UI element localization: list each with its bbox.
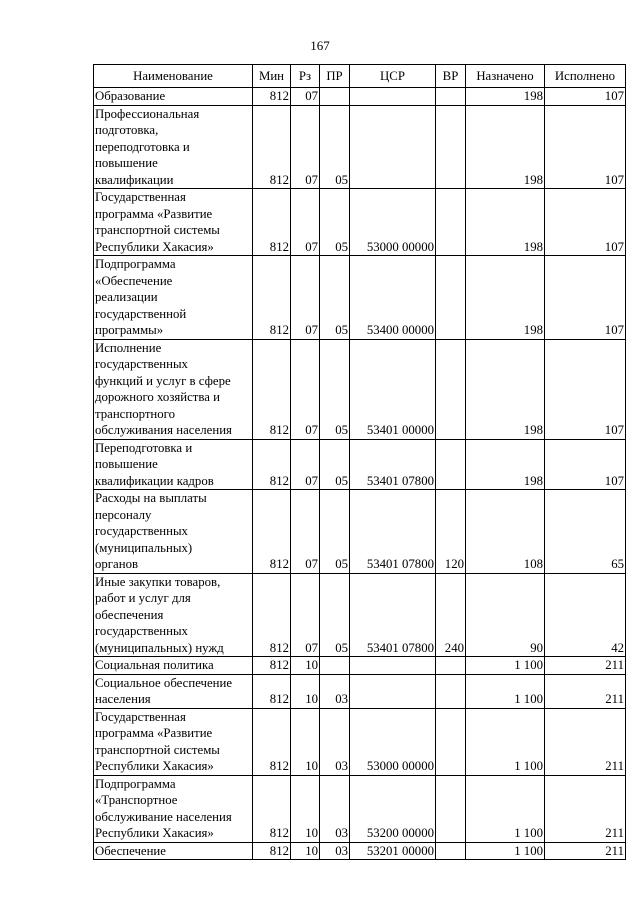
- cell-rz: 07: [291, 88, 320, 106]
- name-line: Переподготовка и: [95, 440, 193, 455]
- cell-csr: 53401 07800: [350, 439, 436, 490]
- cell-executed: 107: [545, 339, 626, 439]
- cell-csr: [350, 88, 436, 106]
- cell-pr: 05: [320, 256, 350, 340]
- cell-csr: [350, 674, 436, 708]
- name-line: Социальное обеспечение: [95, 675, 233, 690]
- name-line: работ и услуг для: [95, 591, 191, 605]
- cell-rz: 10: [291, 657, 320, 675]
- cell-name: [94, 573, 253, 657]
- name-line: обслуживание населения: [95, 809, 232, 824]
- name-line: органов: [95, 557, 139, 571]
- table-row: [94, 573, 626, 657]
- cell-assigned: 1 100: [466, 674, 545, 708]
- header-csr: ЦСР: [350, 65, 436, 88]
- name-line: обеспечения: [95, 607, 164, 622]
- cell-vr: [436, 842, 466, 860]
- cell-min: 812: [253, 775, 291, 842]
- cell-assigned: 1 100: [466, 708, 545, 775]
- cell-rz: 07: [291, 256, 320, 340]
- cell-assigned: 198: [466, 105, 545, 189]
- cell-pr: 03: [320, 708, 350, 775]
- name-line: Социальная политика: [95, 658, 214, 672]
- table-row: [94, 256, 626, 340]
- cell-executed: 65: [545, 490, 626, 574]
- name-line: Подпрограмма: [95, 776, 176, 791]
- header-rz: Рз: [291, 65, 320, 88]
- cell-executed: 42: [545, 573, 626, 657]
- cell-pr: 05: [320, 573, 350, 657]
- name-line: (муниципальных) нужд: [95, 640, 224, 655]
- cell-name: [94, 708, 253, 775]
- cell-executed: 107: [545, 439, 626, 490]
- cell-vr: [436, 439, 466, 490]
- name-line: переподготовка и: [95, 139, 190, 154]
- name-line: государственной: [95, 306, 187, 321]
- cell-assigned: 198: [466, 189, 545, 256]
- cell-vr: [436, 88, 466, 106]
- cell-executed: 107: [545, 256, 626, 340]
- table-header-row: [94, 65, 626, 88]
- table-body: [94, 88, 626, 860]
- name-line: Иные закупки товаров,: [95, 574, 221, 589]
- cell-rz: 07: [291, 189, 320, 256]
- cell-executed: 107: [545, 88, 626, 106]
- name-line: Расходы на выплаты: [95, 491, 207, 505]
- name-line: программа «Развитие: [95, 206, 213, 221]
- cell-executed: 211: [545, 657, 626, 675]
- name-line: функций и услуг в сфере: [95, 373, 231, 388]
- table-row: [94, 775, 626, 842]
- name-line: программы»: [95, 323, 164, 337]
- cell-assigned: 90: [466, 573, 545, 657]
- cell-min: 812: [253, 256, 291, 340]
- table-row: [94, 439, 626, 490]
- name-line: государственных: [95, 624, 188, 638]
- name-line: квалификации кадров: [95, 473, 214, 488]
- cell-assigned: 1 100: [466, 657, 545, 675]
- cell-name: [94, 189, 253, 256]
- cell-vr: 120: [436, 490, 466, 574]
- budget-table: [93, 64, 626, 860]
- cell-assigned: 198: [466, 339, 545, 439]
- cell-min: 812: [253, 88, 291, 106]
- name-line: повышение: [95, 457, 158, 471]
- name-line: Республики Хакасия»: [95, 239, 214, 254]
- cell-executed: 211: [545, 708, 626, 775]
- cell-min: 812: [253, 439, 291, 490]
- cell-assigned: 1 100: [466, 775, 545, 842]
- name-line: населения: [95, 692, 151, 706]
- name-line: Государственная: [95, 709, 186, 724]
- cell-rz: 10: [291, 842, 320, 860]
- cell-csr: [350, 657, 436, 675]
- cell-csr: 53201 00000: [350, 842, 436, 860]
- cell-name: [94, 256, 253, 340]
- name-line: квалификации: [95, 172, 174, 187]
- cell-rz: 07: [291, 339, 320, 439]
- table-row: [94, 708, 626, 775]
- cell-executed: 107: [545, 105, 626, 189]
- cell-csr: 53000 00000: [350, 708, 436, 775]
- cell-min: 812: [253, 339, 291, 439]
- cell-csr: 53400 00000: [350, 256, 436, 340]
- cell-pr: [320, 88, 350, 106]
- name-line: Республики Хакасия»: [95, 759, 214, 773]
- name-line: программа «Развитие: [95, 726, 213, 740]
- cell-csr: 53200 00000: [350, 775, 436, 842]
- cell-vr: [436, 674, 466, 708]
- cell-name: [94, 105, 253, 189]
- cell-name: [94, 439, 253, 490]
- cell-executed: 211: [545, 842, 626, 860]
- cell-pr: 05: [320, 105, 350, 189]
- table-row: [94, 490, 626, 574]
- name-line: Исполнение: [95, 340, 162, 355]
- header-assigned: Назначено: [466, 65, 545, 88]
- name-line: транспортного: [95, 406, 175, 421]
- name-line: Профессиональная: [95, 106, 200, 121]
- cell-pr: 05: [320, 490, 350, 574]
- cell-assigned: 108: [466, 490, 545, 574]
- cell-rz: 07: [291, 573, 320, 657]
- cell-name: [94, 842, 253, 860]
- cell-min: 812: [253, 674, 291, 708]
- name-line: государственных: [95, 524, 188, 538]
- name-line: повышение: [95, 156, 158, 170]
- cell-vr: [436, 708, 466, 775]
- cell-rz: 07: [291, 490, 320, 574]
- cell-pr: 03: [320, 775, 350, 842]
- cell-rz: 10: [291, 775, 320, 842]
- page-number: 167: [310, 38, 330, 53]
- name-line: (муниципальных): [95, 540, 193, 555]
- cell-name: [94, 674, 253, 708]
- cell-assigned: 198: [466, 439, 545, 490]
- header-executed: Исполнено: [545, 65, 626, 88]
- name-line: обслуживания населения: [95, 423, 232, 437]
- cell-min: 812: [253, 657, 291, 675]
- name-line: подготовка,: [95, 123, 159, 137]
- name-line: реализации: [95, 290, 158, 304]
- table-row: [94, 88, 626, 106]
- name-line: транспортной системы: [95, 742, 220, 757]
- cell-min: 812: [253, 105, 291, 189]
- cell-vr: [436, 775, 466, 842]
- cell-pr: 03: [320, 842, 350, 860]
- cell-min: 812: [253, 490, 291, 574]
- cell-min: 812: [253, 189, 291, 256]
- cell-csr: [350, 105, 436, 189]
- cell-pr: 05: [320, 439, 350, 490]
- cell-assigned: 198: [466, 88, 545, 106]
- header-name: Наименование: [94, 65, 253, 88]
- cell-min: 812: [253, 573, 291, 657]
- table-row: [94, 657, 626, 675]
- cell-pr: 05: [320, 339, 350, 439]
- cell-vr: [436, 105, 466, 189]
- header-min: Мин: [253, 65, 291, 88]
- cell-executed: 211: [545, 775, 626, 842]
- cell-assigned: 198: [466, 256, 545, 340]
- name-line: транспортной системы: [95, 223, 220, 237]
- table-row: [94, 674, 626, 708]
- name-line: Государственная: [95, 190, 186, 204]
- cell-csr: 53401 07800: [350, 490, 436, 574]
- cell-rz: 07: [291, 439, 320, 490]
- table-row: [94, 189, 626, 256]
- cell-rz: 10: [291, 708, 320, 775]
- name-line: «Транспортное: [95, 793, 178, 807]
- cell-name: [94, 490, 253, 574]
- name-line: персоналу: [95, 507, 152, 522]
- name-line: Республики Хакасия»: [95, 826, 214, 840]
- header-vr: ВР: [436, 65, 466, 88]
- name-line: Обеспечение: [95, 843, 166, 858]
- cell-vr: 240: [436, 573, 466, 657]
- cell-csr: 53401 07800: [350, 573, 436, 657]
- cell-executed: 211: [545, 674, 626, 708]
- table-row: [94, 105, 626, 189]
- table-row: [94, 842, 626, 860]
- name-line: государственных: [95, 357, 188, 371]
- table-row: [94, 339, 626, 439]
- cell-csr: 53401 00000: [350, 339, 436, 439]
- cell-pr: [320, 657, 350, 675]
- cell-name: [94, 657, 253, 675]
- cell-vr: [436, 189, 466, 256]
- cell-csr: 53000 00000: [350, 189, 436, 256]
- cell-rz: 10: [291, 674, 320, 708]
- cell-vr: [436, 256, 466, 340]
- cell-assigned: 1 100: [466, 842, 545, 860]
- cell-name: [94, 775, 253, 842]
- name-line: «Обеспечение: [95, 273, 173, 288]
- cell-min: 812: [253, 842, 291, 860]
- cell-vr: [436, 657, 466, 675]
- name-line: Подпрограмма: [95, 257, 176, 271]
- cell-min: 812: [253, 708, 291, 775]
- cell-executed: 107: [545, 189, 626, 256]
- cell-name: [94, 88, 253, 106]
- cell-pr: 03: [320, 674, 350, 708]
- name-line: дорожного хозяйства и: [95, 390, 220, 404]
- cell-vr: [436, 339, 466, 439]
- cell-name: [94, 339, 253, 439]
- header-pr: ПР: [320, 65, 350, 88]
- cell-rz: 07: [291, 105, 320, 189]
- cell-pr: 05: [320, 189, 350, 256]
- name-line: Образование: [95, 89, 166, 103]
